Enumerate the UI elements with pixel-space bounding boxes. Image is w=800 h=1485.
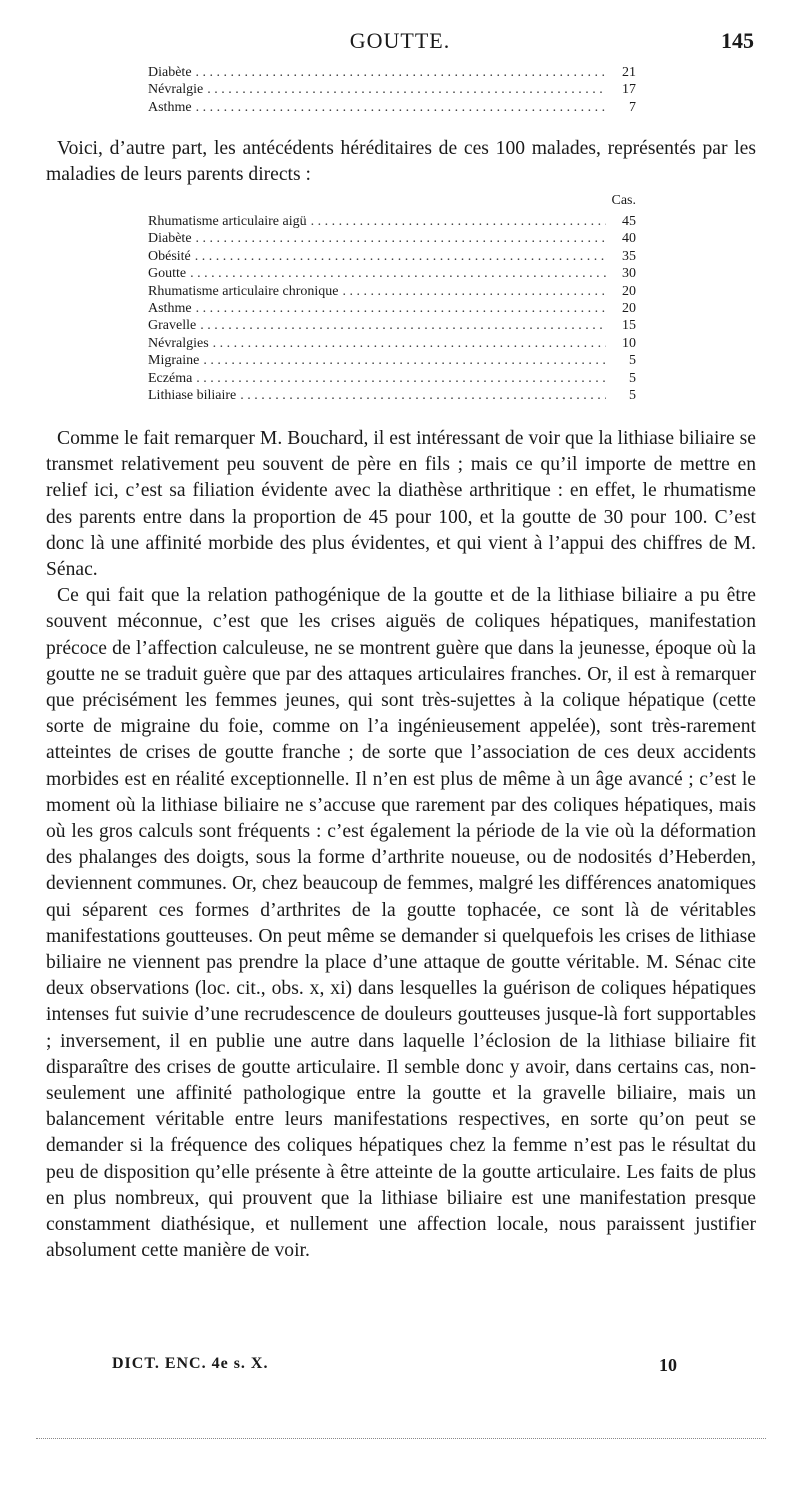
leader-dots <box>196 99 606 116</box>
list-item <box>148 352 636 369</box>
intro-text: Voici, d’autre part, les antécédents héréditaires de ces 100 malades, représentés par les maladies de leurs parents directs : <box>46 138 756 186</box>
list-item-name: Diabète <box>148 65 192 80</box>
list-item <box>148 283 636 300</box>
leader-dots <box>200 317 606 334</box>
page-footer <box>0 1355 800 1381</box>
list-item-value: 5 <box>629 353 636 369</box>
list-item <box>148 387 636 404</box>
list-item-name: Obésité <box>148 248 191 264</box>
list-item <box>148 335 636 352</box>
list-item-value: 7 <box>629 99 636 115</box>
list-item-name: Asthme <box>148 99 192 115</box>
paragraph: Ce qui fait que la relation pathogénique de la goutte et de la lithiase biliaire a pu être souvent méconnue, c’est que les crises aiguës de coliques hépatiques, manifestation précoce de l’affection calculeuse, ne se montrent guère que dans la jeunesse, époque où la goutte ne se traduit guère que par des attaques articulaires franches. Or, il est à remarquer que précisément les femmes jeunes, qui sont très-sujettes à la colique hépatique (cette sorte de migraine du foie, comme on l’a ingénieusement appelée), sont très-rarement atteintes de crises de goutte franche ; de sorte que l’association de ces deux accidents morbides est en réalité exceptionnelle. Il n’en est plus de même à un âge avancé ; c’est le moment où la lithiase biliaire ne s’accuse que rarement par des coliques hépatiques, mais où les gros calculs sont fréquents : c’est également la période de la vie où la déformation des phalanges des doigts, sous la forme d’arthrite noueuse, ou de nodosités d’Heberden, deviennent communes. Or, chez beaucoup de femmes, malgré les différences anatomiques qui séparent ces formes d’arthrites de la goutte tophacée, ce sont là de véritables manifestations goutteuses. On peut même se demander si quelquefois les crises de lithiase biliaire ne viennent pas prendre la place d’une attaque de goutte véritable. M. Sénac cite deux observations (loc. cit., obs. x, xi) dans lesquelles la guérison de coliques hépatiques intenses fut suivie d’une recrudescence de douleurs goutteuses jusque-là fort supportables ; inversement, il en publie une autre dans laquelle l’éclosion de la lithiase biliaire fit disparaître des crises de goutte articulaire. Il semble donc y avoir, dans certains cas, non-seulement une affinité pathologique entre la goutte et la gravelle biliaire, mais un balancement véritable entre leurs manifestations respectives, en sorte qu’on peut se demander si la fréquence des coliques hépatiques chez la femme n’est pas le résultat du peu de disposition qu’elle présente à être atteinte de la goutte articulaire. Les faits de plus en plus nombreux, qui prouvent que la lithiase biliaire est une manifestation presque constamment diathésique, et nullement une affection locale, nous paraissent justifier absolument cette manière de voir. <box>46 585 756 1262</box>
leader-dots <box>207 81 606 98</box>
list-item-name: Migraine <box>148 353 200 369</box>
list-item-value: 10 <box>622 335 636 351</box>
bottom-rule <box>36 1438 766 1439</box>
list-item <box>148 99 636 116</box>
paragraph: Comme le fait remarquer M. Bouchard, il est intéressant de voir que la lithiase biliaire se transmet relativement peu souvent de père en fils ; mais ce qu’il importe de mettre en relief ici, c’est sa filiation évidente avec la diathèse arthritique : en effet, le rhumatisme des parents entre dans la proportion de 45 pour 100, et la goutte de 30 pour 100. C’est donc là une affinité morbide des plus évidentes, et qui vient à l’appui des chiffres de M. Sénac. <box>46 428 756 581</box>
list-item-value: 15 <box>622 318 636 334</box>
list-item <box>148 265 636 282</box>
leader-dots <box>196 370 606 387</box>
list-item-name: Asthme <box>148 300 192 316</box>
list-item-name: Névralgies <box>148 335 209 351</box>
list-item <box>148 213 636 230</box>
hereditary-list <box>148 213 636 404</box>
list-item-name: Goutte <box>148 266 187 282</box>
running-title: GOUTTE. <box>349 28 451 53</box>
symptom-list <box>148 64 636 116</box>
page-header <box>0 26 800 56</box>
signature-mark: DICT. ENC. 4e s. X. <box>112 1355 269 1372</box>
list-item-name: Rhumatisme articulaire aigü <box>148 214 307 229</box>
list-item <box>148 64 636 81</box>
list-item-value: 5 <box>629 387 636 403</box>
sheet-number: 10 <box>659 1355 677 1375</box>
list-item-value: 40 <box>622 231 636 247</box>
leader-dots <box>196 64 606 81</box>
leader-dots <box>343 283 607 300</box>
list-item-value: 17 <box>622 82 636 98</box>
list-item <box>148 230 636 247</box>
list-item-value: 20 <box>622 300 636 316</box>
list-item <box>148 81 636 98</box>
intro-paragraph <box>46 136 756 188</box>
list-item-name: Diabète <box>148 231 192 247</box>
list-item <box>148 248 636 265</box>
list-item-name: Rhumatisme articulaire chronique <box>148 283 339 299</box>
list-item-name: Eczéma <box>148 370 193 386</box>
page-number: 145 <box>721 28 754 53</box>
cases-column-label: Cas. <box>611 193 636 208</box>
list-item <box>148 300 636 317</box>
list-item <box>148 317 636 334</box>
list-item-value: 5 <box>629 370 636 386</box>
list-item-value: 45 <box>622 214 636 229</box>
body-text <box>46 426 756 1265</box>
leader-dots <box>240 387 606 404</box>
list-item-value: 30 <box>622 266 636 282</box>
list-item-value: 35 <box>622 248 636 264</box>
list-item-name: Gravelle <box>148 318 197 334</box>
list-item <box>148 370 636 387</box>
list-item-name: Névralgie <box>148 82 204 98</box>
leader-dots <box>196 230 606 247</box>
leader-dots <box>311 213 606 230</box>
leader-dots <box>195 248 606 265</box>
list-item-value: 20 <box>622 283 636 299</box>
list-item-value: 21 <box>622 65 636 80</box>
list-item-name: Lithiase biliaire <box>148 387 237 403</box>
leader-dots <box>196 300 606 317</box>
leader-dots <box>190 265 606 282</box>
leader-dots <box>203 352 606 369</box>
leader-dots <box>213 335 606 352</box>
